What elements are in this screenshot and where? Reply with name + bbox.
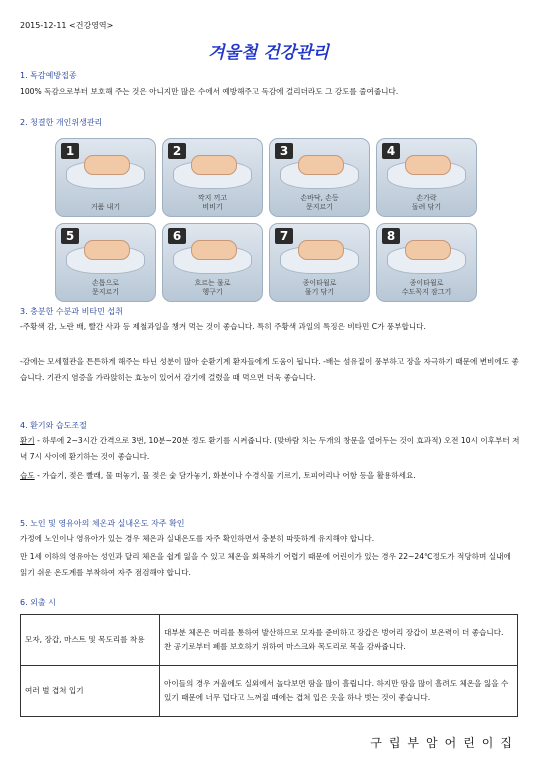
step-number: 5 <box>61 228 79 244</box>
table-cell-desc: 대부분 체온은 머리를 통하여 발산하므로 모자를 준비하고 장갑은 벙어리 장갑이 보온력이 더 좋습니다. 찬 공기로부터 폐를 보호하기 위하여 마스크와 목도리로 목을 감싸줍니다. <box>160 615 518 666</box>
hands-illustration <box>191 240 237 260</box>
step-caption: 종이타월로 물기 닦기 <box>302 279 337 296</box>
organization-name: 구립부암어린이집 <box>370 736 519 750</box>
term-ventilation: 환기 <box>20 436 35 445</box>
handwash-step <box>55 138 156 217</box>
step-number: 2 <box>168 143 186 159</box>
section-heading-nutrition: 3. 충분한 수분과 비타민 섭취 <box>20 307 123 316</box>
handwash-step <box>376 138 477 217</box>
hands-illustration <box>405 155 451 175</box>
step-caption: 깍지 끼고 비비기 <box>197 194 228 211</box>
table-cell-item: 모자, 장갑, 마스트 및 목도리를 착용 <box>21 615 160 666</box>
step-caption: 손톱으로 문지르기 <box>91 279 120 296</box>
hands-illustration <box>191 155 237 175</box>
ventilation-text: - 하루에 2~3시간 간격으로 3번, 10분~20분 정도 환기를 시켜줍니다. (맞바람 치는 두개의 창문을 열어두는 것이 효과적) 오전 10시 이후부터 저녁 7시 사이에 환기하는 것이 좋습니다. <box>20 436 520 461</box>
section-text-temperature-1: 가정에 노인이나 영유아가 있는 경우 체온과 실내온도를 자주 확인하면서 충분히 따뜻하게 유지해야 합니다. <box>20 534 375 543</box>
humidity-text: - 가습기, 젖은 빨래, 물 떠놓기, 물 젖은 숯 담가놓기, 화분이나 수경식물 기르기, 토피어리나 어항 등을 활용하세요. <box>34 471 416 480</box>
hands-illustration <box>298 240 344 260</box>
handwash-step <box>269 138 370 217</box>
table-cell-item: 여러 벌 겹쳐 입기 <box>21 666 160 717</box>
step-caption: 손가락 돌려 닦기 <box>411 194 442 211</box>
step-number: 1 <box>61 143 79 159</box>
handwash-step <box>269 223 370 302</box>
hands-illustration <box>84 155 130 175</box>
hands-illustration <box>84 240 130 260</box>
outing-table <box>20 614 518 717</box>
section-text-humidity <box>20 468 520 484</box>
section-text-nutrition-2: -감에는 모세혈관을 튼튼하게 해주는 타닌 성분이 많아 순환기계 환자들에게 도움이 됩니다. -배는 섬유질이 풍부하고 장을 자극하기 때문에 변비에도 좋습니다. 기관지 염증을 가라앉히는 효능이 있어서 감기에 걸렸을 때 먹으면 더욱 좋습니다. <box>20 357 519 382</box>
handwash-step <box>376 223 477 302</box>
handwash-step <box>162 223 263 302</box>
section-heading-ventilation: 4. 환기와 습도조절 <box>20 421 87 430</box>
section-heading-hygiene: 2. 청결한 개인위생관리 <box>20 118 103 127</box>
step-number: 7 <box>275 228 293 244</box>
hands-illustration <box>405 240 451 260</box>
term-humidity: 습도 <box>20 471 35 480</box>
step-caption: 손바닥, 손등 문지르기 <box>300 194 339 211</box>
hands-illustration <box>298 155 344 175</box>
section-text-vaccination: 100% 독감으로부터 보호해 주는 것은 아니지만 많은 수에서 예방해주고 독감에 걸리더라도 그 강도를 줄여줍니다. <box>20 87 399 96</box>
section-heading-outing: 6. 외출 시 <box>20 598 56 607</box>
step-caption: 거품 내기 <box>90 203 121 211</box>
section-heading-temperature: 5. 노인 및 영유아의 체온과 실내온도 자주 확인 <box>20 519 185 528</box>
step-number: 3 <box>275 143 293 159</box>
step-caption: 흐르는 물로 헹구기 <box>194 279 231 296</box>
document-date: 2015-12-11 <건강영역> <box>20 21 114 30</box>
table-row <box>21 615 518 666</box>
section-text-temperature-2: 만 1세 이하의 영유아는 성인과 달리 체온을 쉽게 잃을 수 있고 체온을 회복하기 어렵기 때문에 어린이가 있는 경우 22~24℃정도가 적당하며 실내에 읽기 쉬운 온도계를 부착하여 자주 점검해야 합니다. <box>20 552 511 577</box>
step-number: 4 <box>382 143 400 159</box>
step-number: 8 <box>382 228 400 244</box>
handwash-steps-grid <box>55 138 480 301</box>
section-text-nutrition-1: -주황색 감, 노란 배, 빨간 사과 등 제철과일을 챙겨 먹는 것이 좋습니다. 특히 주황색 과일의 특징은 비타민 C가 풍부합니다. <box>20 322 426 331</box>
handwash-step <box>55 223 156 302</box>
handwash-step <box>162 138 263 217</box>
table-row <box>21 666 518 717</box>
section-text-ventilation <box>20 433 520 464</box>
table-cell-desc: 아이들의 경우 겨울에도 실외에서 놀다보면 땀을 많이 흘립니다. 하지만 땀을 많이 흘려도 체온을 잃을 수 있기 때문에 너무 덥다고 느껴질 때에는 겹쳐 입은 옷을 하나 벗는 것이 좋습니다. <box>160 666 518 717</box>
document-title: 겨울철 건강관리 <box>208 43 329 63</box>
step-number: 6 <box>168 228 186 244</box>
step-caption: 종이타월로 수도꼭지 잠그기 <box>401 279 452 296</box>
section-heading-vaccination: 1. 독감예방접종 <box>20 71 77 80</box>
